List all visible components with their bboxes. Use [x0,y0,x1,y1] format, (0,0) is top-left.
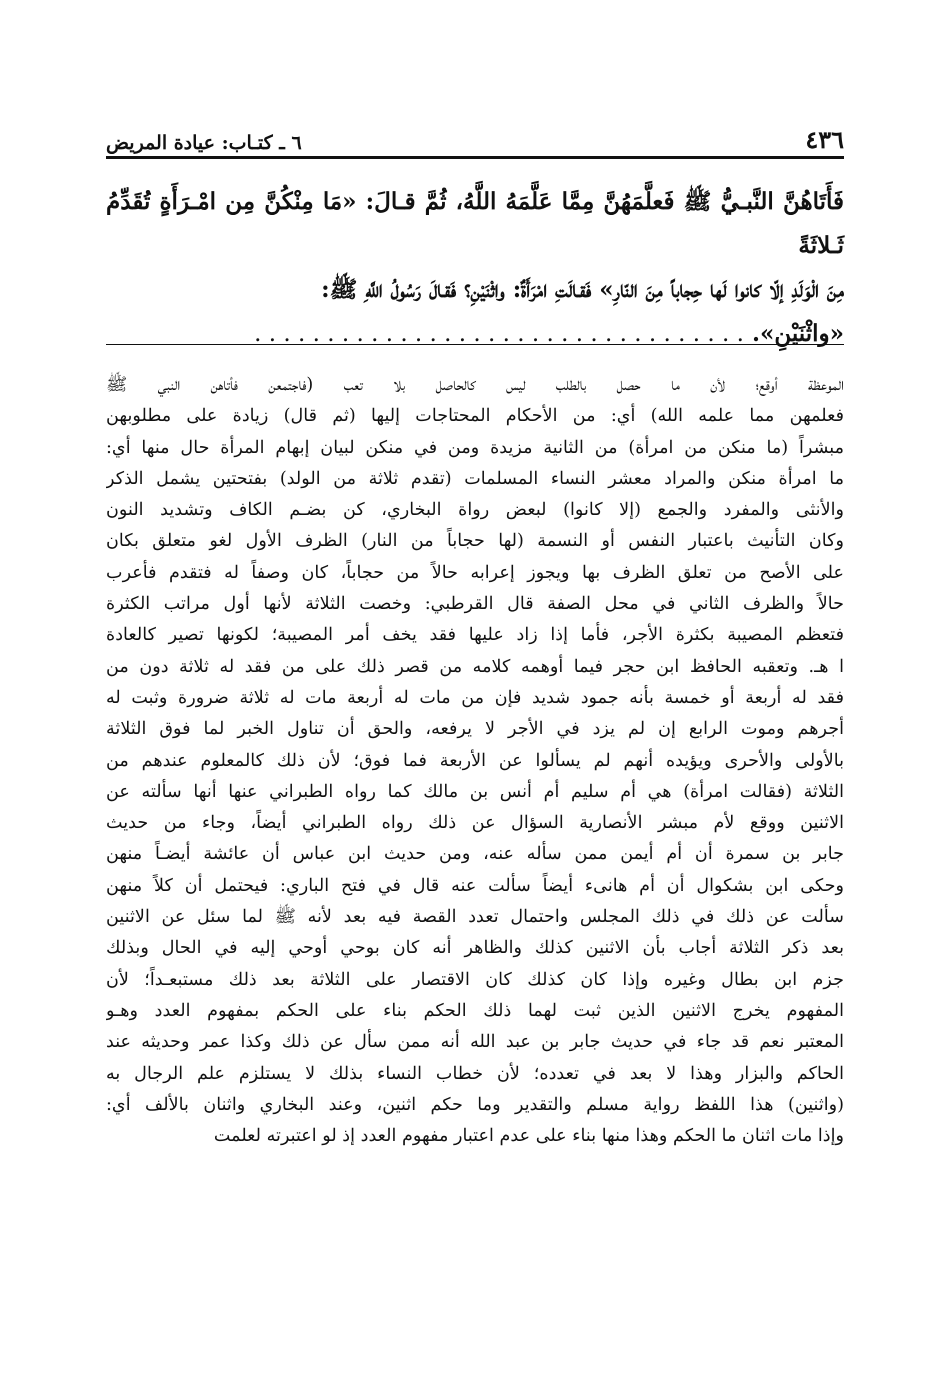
hadith-text [106,180,844,356]
commentary-line: الاثنين ووقع لأم مبشر الأنصارية السؤال عن ذلك رواه الطبراني أيضاً، وجاء من حديث [106,813,844,834]
commentary-line: على الأصح من تعلق الظرف بها ويجوز إعرابه حالاً من حجاباً، كان وصفاً له فتقدم فأعرب [106,562,844,583]
commentary-line: جابر بن سمرة أن أم أيمن ممن سأله عنه، ومن حديث ابن عباس أن عائشة أيضـاً منهن [106,844,844,865]
commentary-line: حالاً والظرف الثاني في محل الصفة قال القرطبي: وخصت الثلاثة لأنها أول مراتب الكثرة [106,594,844,615]
header-rule [106,156,844,159]
commentary-line: وحكى ابن بشكوال أن أم هانىء أيضاً سألت عنه قال في فتح الباري: فيحتمل أن كلاً منهن [106,875,844,896]
commentary-line: ا هـ. وتعقبه الحافظ ابن حجر فيما أوهمه كلامه من قصر ذلك على من فقد له ثلاثة دون من [106,656,844,677]
dotted-leader: . . . . . . . . . . . . . . . . . . . . . . . . . . . . . . . . . . [254,321,744,347]
commentary-line: المفهوم يخرج الاثنين الذين ثبت لهما ذلك الحكم بناء على الحكم بمفهوم العدد وهـو [106,1000,844,1021]
commentary-text [106,370,844,1152]
commentary-line: المعتبر نعم قد جاء في حديث جابر بن عبد الله أنه ممن سأل عن ذلك وكذا عمر وحديثه عند [106,1032,844,1053]
commentary-line: الثلاثة (فقالت امرأة) هي أم سليم أم أنس بن مالك كما رواه الطبراني عنها أنها سألته عن [106,781,844,802]
commentary-line: فقد له أربعة أو خمسة بأنه جمود شديد فإن من مات له أربعة مات له ثلاثة ضرورة وثبت له [106,687,844,708]
commentary-line: فعلمهن مما علمه الله) أي: من الأحكام المحتاجات إليها (ثم قال) زيادة على مطلوبهن [106,406,844,427]
commentary-line: أجرهم وموت الرابع إن لم يزد في الأجر لا يرفعه، والحق أن تناول الخبر لما فوق الثلاثة [106,719,844,740]
commentary-line: بعد ذكر الثلاثة أجاب بأن الاثنين كذلك والظاهر أنه كان بوحي أوحي إليه في الحال وبذلك [106,938,844,959]
commentary-line: وإذا مات اثنان ما الحكم وهذا منها بناء على عدم اعتبار مفهوم العدد إذ لو اعتبرته لعلمت [213,1126,844,1147]
commentary-line: الموعظة أوقع؛ لأن ما حصل بالطلب ليس كالحاصل بلا تعب (فاجتمعن فأتاهن النبي ﷺ [106,375,844,395]
commentary-line: فتعظم المصيبة بكثرة الأجر، فأما إذا زاد عليها فقد يخف أمر المصيبة؛ لكونها تصير كالعادة [106,625,844,646]
commentary-line: (واثنين) هذا اللفظ رواية مسلم والتقدير وما حكم اثنين، وعند البخاري واثنان بالألف أي: [106,1094,844,1115]
commentary-line: جزم ابن بطال وغيره وإذا كان كذلك كان الاقتصار على الثلاثة بعد ذلك مستبعـداً؛ لأن [106,969,844,990]
page-number: ٤٣٦ [805,125,844,154]
separator-rule [106,344,844,345]
commentary-line: الحاكم والبزار وهذا لا بعد في تعدده؛ لأن خطاب النساء بذلك لا يستلزم علم الرجال به [106,1063,844,1084]
running-title: ٦ ـ كتـاب: عيادة المريض [106,132,302,154]
commentary-line: مبشراً (ما منكن من امرأة) من الثانية مزيدة ومن في منكن لبيان إبهام المرأة حال منها أي: [106,437,844,458]
commentary-line: وكان التأنيث باعتبار النفس أو النسمة (لها حجاباً من النار) الظرف الأول لغو متعلق بكان [106,531,844,552]
hadith-line: فَأَتَاهُنَّ النَّبـيُّ ﷺ فَعلَّمَهُنَّ مِمَّا عَلَّمَهُ اللَّهُ، ثُمَّ قـالَ: «مَا مِنْكُنَّ مِن امْـرَأَةٍ تُقَدِّمُ ثَـلاثَةً [106,188,844,259]
hadith-line-end: «واثْنَيْنِ». [751,320,844,347]
hadith-line-last [106,312,844,356]
commentary-line: ما امرأة منكن والمراد معشر النساء المسلمات (تقدم ثلاثة من الولد) بفتحتين يشمل الذكر [106,468,844,489]
hadith-line: مِنَ الْوَلَدِ إلّا كانوا لَها حِجاباً مِنَ النّارِ» فَقـالَتِ امْرَأَةٌ: واثْنَيْنِ؟ فَقـالَ رَسُولُ اللَّهِ ﷺ: [321,276,844,303]
commentary-line: بالأولى والأحرى ويؤيده أنهم لم يسألوا عن الأربعة فما فوق؛ لأن ذلك كالمعلوم عندهم من [106,750,844,771]
commentary-line: سألت عن ذلك في ذلك المجلس واحتمال تعدد القصة فيه بعد لأنه ﷺ لما سئل عن الاثنين [106,907,844,928]
page-header [106,124,844,154]
commentary-line: والأنثى والمفرد والجمع (إلا كانوا) لبعض رواة البخاري، كن بضـم الكاف وتشديد النون [106,500,844,521]
